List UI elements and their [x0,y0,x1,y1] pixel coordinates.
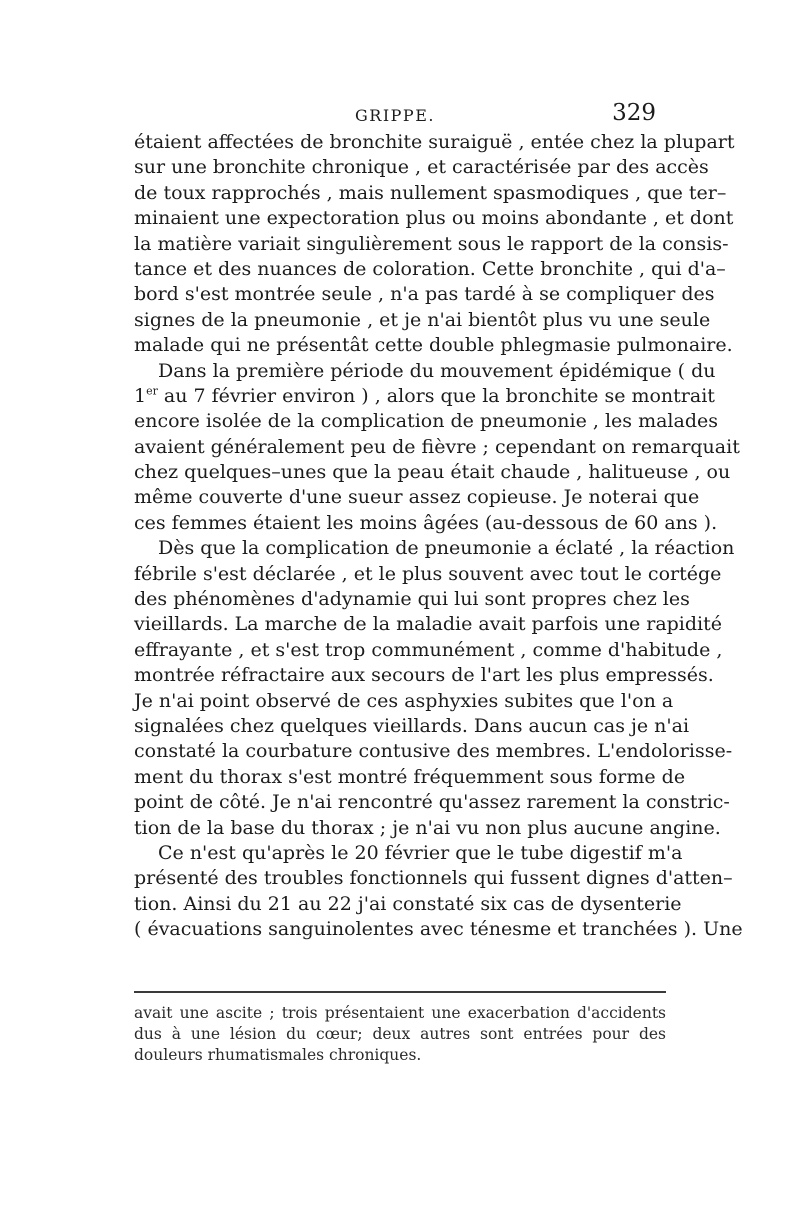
text-line: avaient généralement peu de fièvre ; cependant on remarquait [134,435,740,458]
text-line: étaient affectées de bronchite suraiguë , entée chez la plupart [134,131,735,153]
text-line: tion de la base du thorax ; je n'ai vu non plus aucune angine. [134,816,721,839]
text-line: montrée réfractaire aux secours de l'art les plus empressés. [134,664,714,687]
text-line: effrayante , et s'est trop communément , comme d'habitude , [134,638,723,661]
body-text [134,130,743,943]
footnote-line: dus à une lésion du cœur; deux autres sont entrées pour des [134,1025,666,1043]
text-line: signalées chez quelques vieillards. Dans aucun cas je n'ai [134,714,690,737]
text-line: la matière variait singulièrement sous le rapport de la consis- [134,232,729,255]
text-line: malade qui ne présentât cette double phlegmasie pulmonaire. [134,334,733,357]
text-line: bord s'est montrée seule , n'a pas tardé à se compliquer des [134,283,715,306]
text-line: fébrile s'est déclarée , et le plus souvent avec tout le cortége [134,562,722,585]
text-line: des phénomènes d'adynamie qui lui sont propres chez les [134,588,690,611]
text-line: même couverte d'une sueur assez copieuse. Je noterai que [134,486,700,509]
text-line: ( évacuations sanguinolentes avec ténesme et tranchées ). Une [134,918,743,941]
text-line: signes de la pneumonie , et je n'ai bientôt plus vu une seule [134,308,711,331]
text-line: Dès que la complication de pneumonie a éclaté , la réaction [158,537,735,560]
text-line: présenté des troubles fonctionnels qui fussent dignes d'atten– [134,867,733,890]
text-line: constaté la courbature contusive des membres. L'endolorisse- [134,740,733,763]
footnote-divider [134,991,666,993]
text-line: encore isolée de la complication de pneumonie , les malades [134,410,718,433]
text-line: chez quelques–unes que la peau était chaude , halitueuse , ou [134,461,731,484]
running-title: GRIPPE. [355,106,435,125]
page-number: 329 [612,100,656,126]
ordinal-superscript: er [146,384,158,398]
text-line: vieillards. La marche de la maladie avait parfois une rapidité [134,613,722,636]
text-line: de toux rapprochés , mais nullement spasmodiques , que ter– [134,181,727,204]
text-line: point de côté. Je n'ai rencontré qu'assez rarement la constric- [134,791,730,814]
footnote-line: douleurs rhumatismales chroniques. [134,1046,422,1064]
text-line: tance et des nuances de coloration. Cette bronchite , qui d'a– [134,257,726,280]
text-line: ment du thorax s'est montré fréquemment sous forme de [134,765,686,788]
text-line: ces femmes étaient les moins âgées (au-dessous de 60 ans ). [134,511,718,534]
text-line: tion. Ainsi du 21 au 22 j'ai constaté six cas de dysenterie [134,892,682,915]
text-line: Ce n'est qu'après le 20 février que le tube digestif m'a [158,841,683,864]
text-line: 1er au 7 février environ ) , alors que la bronchite se montrait [134,384,715,407]
text-line: minaient une expectoration plus ou moins abondante , et dont [134,207,734,230]
text-line: Je n'ai point observé de ces asphyxies subites que l'on a [134,689,674,712]
footnote [134,1003,666,1066]
text-line: sur une bronchite chronique , et caractérisée par des accès [134,156,709,179]
footnote-line: avait une ascite ; trois présentaient une exacerbation d'accidents [134,1004,666,1022]
text-line: Dans la première période du mouvement épidémique ( du [158,359,716,382]
